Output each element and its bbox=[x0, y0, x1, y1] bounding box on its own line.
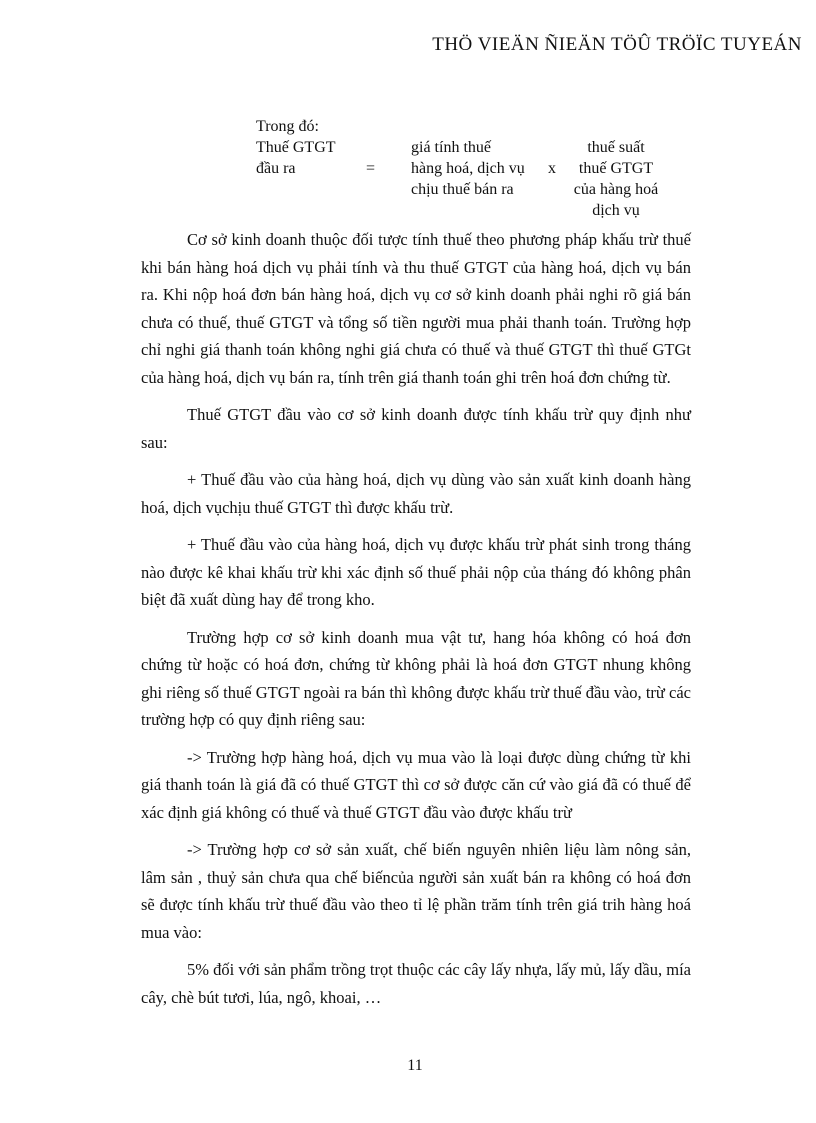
formula-rate-line: thuế suất bbox=[587, 139, 645, 156]
formula-lhs bbox=[256, 137, 336, 179]
formula-lhs-line: Thuế GTGT bbox=[256, 139, 336, 156]
paragraph: -> Trường hợp cơ sở sản xuất, chế biến nguyên nhiên liệu làm nông sản, lâm sản , thuỷ sản chưa qua chế biếncủa người sản xuất bán ra không có hoá đơn sẽ được tính khấu trừ thuế đầu vào theo tỉ lệ phần trăm tính trên giá trih hàng hoá mua vào: bbox=[141, 840, 691, 942]
paragraph: Cơ sở kinh doanh thuộc đối tược tính thuế theo phương pháp khấu trừ thuế khi bán hàng hoá dịch vụ phải tính và thu thuế GTGT của hàng hoá, dịch vụ bán ra. Khi nộp hoá đơn bán hàng hoá, dịch vụ cơ sở kinh doanh phải nghi rõ giá bán chưa có thuế, thuế GTGT và tổng số tiền người mua phải thanh toán. Trường hợp chỉ nghi giá thanh toán không nghi giá chưa có thuế và thuế GTGT thì thuế GTGt của hàng hoá, dịch vụ bán ra, tính trên giá thanh toán ghi trên hoá đơn chứng từ. bbox=[141, 230, 691, 387]
paragraph: -> Trường hợp hàng hoá, dịch vụ mua vào là loại được dùng chứng từ khi giá thanh toán là giá đã có thuế GTGT thì cơ sở được căn cứ vào giá đã có thuế để xác định giá không có thuế và thuế GTGT đầu vào được khấu trừ bbox=[141, 747, 691, 822]
formula-multiply-sign: x bbox=[548, 160, 556, 177]
paragraph: Thuế GTGT đầu vào cơ sở kinh doanh được tính khấu trừ quy định như sau: bbox=[141, 405, 691, 452]
formula-base-line: hàng hoá, dịch vụ bbox=[411, 160, 525, 177]
formula-base-line: giá tính thuế bbox=[411, 139, 491, 156]
formula-rate-line: dịch vụ bbox=[592, 202, 640, 219]
formula-taxable-price bbox=[411, 137, 525, 200]
formula-rate-line: thuế GTGT bbox=[578, 160, 654, 177]
formula-lhs-line: đầu ra bbox=[256, 160, 296, 177]
page-header: THÖ VIEÄN ÑIEÄN TÖÛ TRÖÏC TUYEÁN bbox=[432, 34, 802, 55]
paragraph: Trường hợp cơ sở kinh doanh mua vật tư, hang hóa không có hoá đơn chứng từ hoặc có hoá đơn, chứng từ không phải là hoá đơn GTGT nhung không ghi riêng số thuế GTGT ngoài ra bán thì không được khấu trừ thuế đầu vào, trừ các trường hợp có quy định riêng sau: bbox=[141, 627, 691, 729]
paragraph: 5% đối với sản phẩm trồng trọt thuộc các cây lấy nhựa, lấy mủ, lấy dầu, mía cây, chè bút tươi, lúa, ngô, khoai, … bbox=[141, 960, 691, 1007]
paragraph: + Thuế đầu vào của hàng hoá, dịch vụ dùng vào sản xuất kinh doanh hàng hoá, dịch vụchịu thuế GTGT thì được khấu trừ. bbox=[141, 470, 691, 517]
page-number: 11 bbox=[407, 1057, 423, 1074]
formula-intro: Trong đó: bbox=[256, 118, 319, 135]
formula-rate-line: của hàng hoá bbox=[573, 181, 659, 198]
formula-base-line: chịu thuế bán ra bbox=[411, 181, 514, 198]
tax-formula bbox=[256, 116, 659, 219]
formula-equals-sign: = bbox=[366, 160, 376, 177]
body-text bbox=[141, 226, 691, 1021]
paragraph: + Thuế đầu vào của hàng hoá, dịch vụ được khấu trừ phát sinh trong tháng nào được kê khai khấu trừ khi xác định số thuế phải nộp của tháng đó không phân biệt đã xuất dùng hay để trong kho. bbox=[141, 535, 691, 609]
formula-tax-rate bbox=[568, 137, 664, 221]
